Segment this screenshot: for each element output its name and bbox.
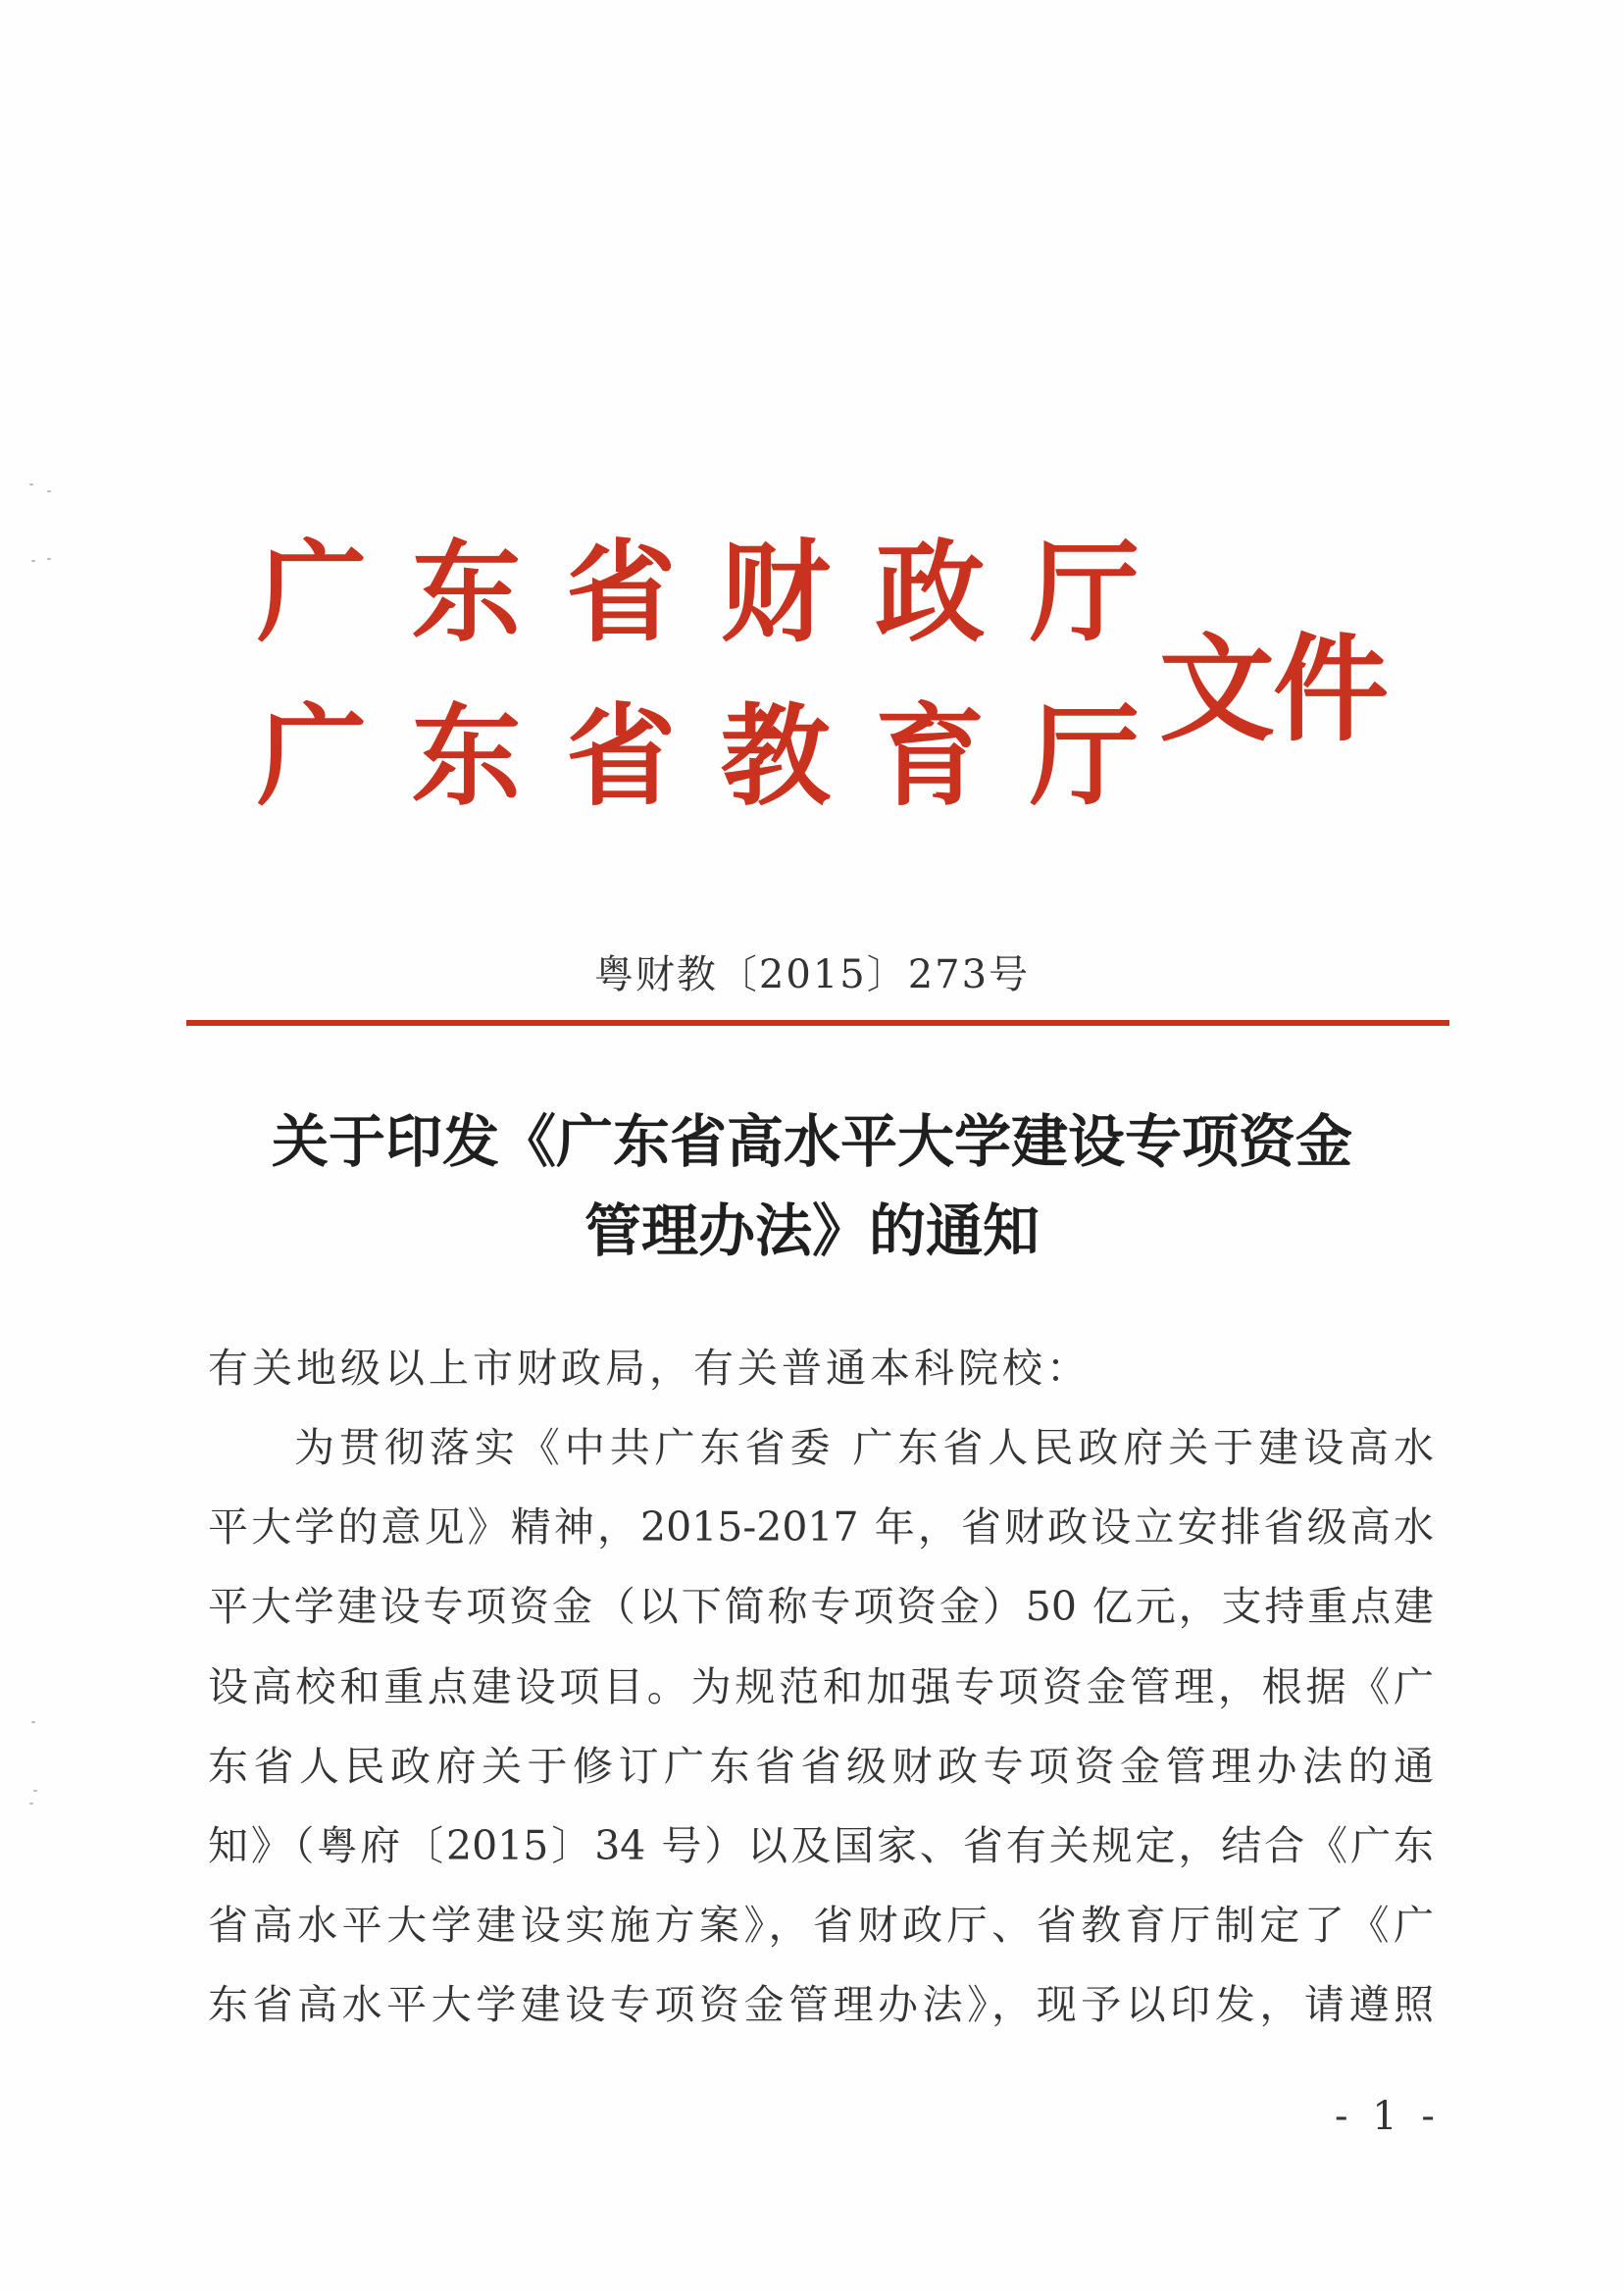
issuer-char: 育 <box>875 692 986 821</box>
document-title-line-2: 管理办法》的通知 <box>584 1197 1040 1264</box>
salutation: 有关地级以上市财政局，有关普通本科院校： <box>208 1345 1091 1392</box>
document-type-label: 文件 <box>1159 621 1388 757</box>
document-title-line-1: 关于印发《广东省高水平大学建设专项资金 <box>271 1108 1352 1175</box>
scan-speck <box>29 484 33 485</box>
body-line: 省高水平大学建设实施方案》，省财政厅、省教育厅制定了《广 <box>208 1902 1434 1949</box>
issuer-char: 省 <box>566 529 677 657</box>
body-line: 东省人民政府关于修订广东省省级财政专项资金管理办法的通 <box>208 1743 1434 1790</box>
issuer-char: 政 <box>875 529 986 657</box>
body-line: 平大学的意见》精神，2015-2017 年，省财政设立安排省级高水 <box>208 1503 1434 1551</box>
scan-speck <box>47 490 51 492</box>
issuer-char: 广 <box>257 529 367 657</box>
body-line: 为贯彻落实《中共广东省委 广东省人民政府关于建设高水 <box>294 1424 1434 1471</box>
issuer-char: 东 <box>411 529 522 657</box>
scan-speck <box>47 558 51 560</box>
document-number: 粤财教〔2015〕273号 <box>593 952 1031 997</box>
body-line: 知》（粤府〔2015〕34 号）以及国家、省有关规定，结合《广东 <box>208 1822 1434 1869</box>
scan-speck <box>29 1803 33 1805</box>
issuer-char: 广 <box>257 692 367 821</box>
page-number: - 1 - <box>1335 2094 1441 2139</box>
issuer-char: 财 <box>720 529 831 657</box>
issuer-char: 厅 <box>1029 529 1140 657</box>
red-separator-line <box>186 1020 1449 1026</box>
issuer-char: 教 <box>720 692 831 821</box>
scan-speck <box>33 1790 37 1792</box>
body-line: 设高校和重点建设项目。为规范和加强专项资金管理，根据《广 <box>208 1663 1434 1710</box>
scan-speck <box>31 560 35 562</box>
issuer-char: 省 <box>566 692 677 821</box>
body-line: 东省高水平大学建设专项资金管理办法》，现予以印发，请遵照 <box>208 1981 1434 2028</box>
scan-speck <box>31 1721 35 1723</box>
issuer-char: 厅 <box>1029 692 1140 821</box>
issuer-char: 东 <box>411 692 522 821</box>
body-line: 平大学建设专项资金（以下简称专项资金）50 亿元，支持重点建 <box>208 1583 1434 1630</box>
issuer-finance-department <box>257 529 1140 657</box>
issuer-education-department <box>257 692 1140 821</box>
